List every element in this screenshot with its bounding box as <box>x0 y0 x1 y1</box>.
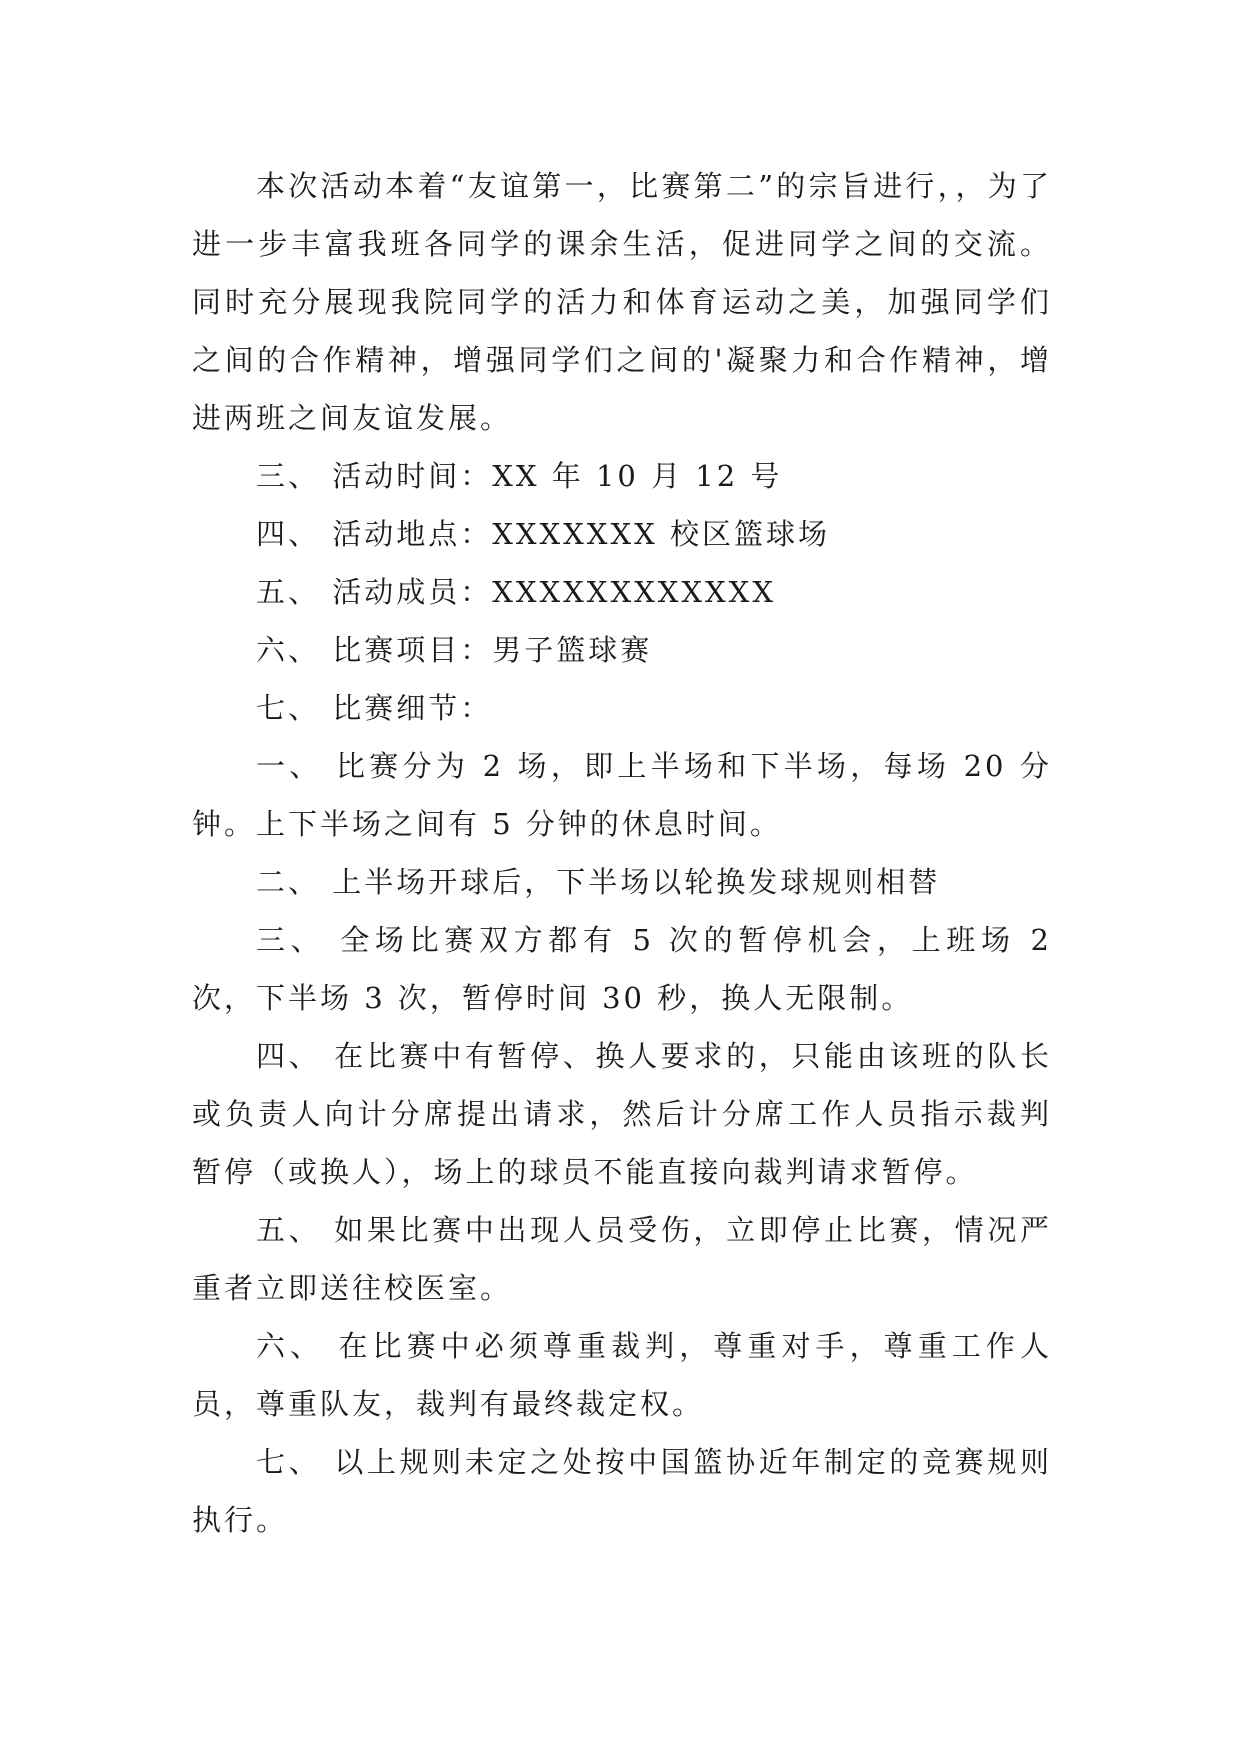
document-body <box>192 157 1065 1549</box>
rule-7: 七、 以上规则未定之处按中国篮协近年制定的竞赛规则执行。 <box>192 1445 1052 1537</box>
rule-2: 二、 上半场开球后，下半场以轮换发球规则相替 <box>256 865 941 899</box>
rule-5: 五、 如果比赛中出现人员受伤，立即停止比赛，情况严重者立即送往校医室。 <box>192 1213 1052 1305</box>
activity-location: 四、 活动地点：XXXXXXX 校区篮球场 <box>256 517 830 551</box>
intro-paragraph: 本次活动本着“友谊第一，比赛第二”的宗旨进行，，为了进一步丰富我班各同学的课余生活，促进同学之间的交流。同时充分展现我院同学的活力和体育运动之美，加强同学们之间的合作精神，增强同学们之间的'凝聚力和合作精神，增进两班之间友谊发展。 <box>192 169 1052 435</box>
rule-4: 四、 在比赛中有暂停、换人要求的，只能由该班的队长或负责人向计分席提出请求，然后计分席工作人员指示裁判暂停（或换人），场上的球员不能直接向裁判请求暂停。 <box>192 1039 1052 1189</box>
competition-event: 六、 比赛项目：男子篮球赛 <box>256 633 653 667</box>
rule-1: 一、 比赛分为 2 场，即上半场和下半场，每场 20 分钟。上下半场之间有 5 分钟的休息时间。 <box>192 749 1052 841</box>
rule-6: 六、 在比赛中必须尊重裁判，尊重对手，尊重工作人员，尊重队友，裁判有最终裁定权。 <box>192 1329 1052 1421</box>
rule-3: 三、 全场比赛双方都有 5 次的暂停机会，上班场 2 次，下半场 3 次，暂停时间 30 秒，换人无限制。 <box>192 923 1065 1015</box>
activity-members: 五、 活动成员：XXXXXXXXXXXX <box>256 575 776 609</box>
competition-details-heading: 七、 比赛细节： <box>256 691 493 725</box>
activity-time: 三、 活动时间：XX 年 10 月 12 号 <box>256 459 783 493</box>
